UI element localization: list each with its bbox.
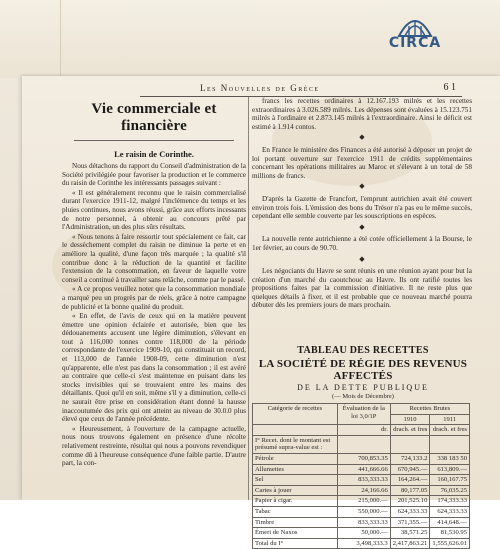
row-label: Sel [253,475,338,486]
row-year-1: 201,525.10 [390,496,430,507]
table-row [253,496,470,507]
table-row [253,464,470,475]
fold-line [60,0,61,78]
row-eval: 50,000.— [337,528,390,539]
table-row [253,506,470,517]
row-eval: 24,166.66 [337,485,390,496]
row-year-1: 371,355.— [390,517,430,528]
separator: ◆ [359,133,365,142]
row-label: I° Recet. dont le montant est présumé supra-value est : [253,435,338,453]
logo-text: CIRCA [388,35,442,51]
paragraph: Nous détachons du rapport du Conseil d'administration de la Société privilégiée pour favoriser la production et le commerce du raisin de Corinthe les intéressants passages suivant : [62,162,246,188]
table-row [253,475,470,486]
receipts-table-block [252,345,474,547]
article-subhead: Le raisin de Corinthe. [114,149,194,159]
separator: ◆ [359,182,365,191]
row-label: Total du I° [253,538,338,549]
row-year-1: 724,133.2 [390,453,430,464]
paragraph: « Heureusement, à l'ouverture de la campagne actuelle, nous nous trouvons également en présence d'une récolte relativement restreinte, résultat qui nous a pouvons revendiquer comme dû à l'heureuse conséquence d'une faible partie. D'autre part, la con- [62,424,246,468]
table-row [253,538,470,549]
row-year-1: 164,264.— [390,475,430,486]
article-body [62,162,246,468]
unit-cell: dr. [337,425,390,436]
running-header-title: Les Nouvelles de Grèce [200,83,320,93]
row-year-2: 613,809.— [430,464,470,475]
row-eval: 215,000.— [337,496,390,507]
row-label: Émeri de Naxos [253,528,338,539]
section-rule [74,140,234,141]
header-year-1: 1910 [390,414,430,425]
row-year-1: 38,571.25 [390,528,430,539]
row-eval: 441,666.66 [337,464,390,475]
row-year-2: 1,555,626.01 [430,538,470,549]
row-year-2: 76,035.25 [430,485,470,496]
table-row [253,528,470,539]
header-category: Catégorie de recettes [253,404,338,425]
row-year-2: 414,648.— [430,517,470,528]
circa-logo [384,12,446,54]
row-label: Pétrole [253,453,338,464]
unit-cell: drach. et fres [390,425,430,436]
paragraph: « Nous tenons à faire ressortir tout spécialement ce fait, car le dessèchement complet du raisin ne diminue la perte et en améliore la qualité, d'une façon très marquée ; la qualité s'il contribue donc à la réduction de la quantité et facilite l'extension de la consommation, en faveur de laquelle votre conseil a continué à travailler sans relâche, comme par le passé. [62,232,246,284]
row-eval [337,435,390,453]
paragraph: En France le ministère des Finances a été autorisé à déposer un projet de loi portant ouverture sur l'exercice 1911 de crédits supplémentaires concernant les opérations militaires au Maroc et s'élevant à un total de 58 millions de francs. [252,145,472,180]
paragraph: francs les recettes ordinaires à 12.167.193 milrés et les recettes extraordinaires à 3.026.589 milrés. Les dépenses sont évaluées à 15.123.751 milrés à l'ordinaire et 2.873.145 milrés à l'extraordinaire. Ainsi le déficit est estimé à 1.914 contos. [252,97,472,131]
header-evaluation: Évaluation de la loi 3,0/1P [337,404,390,425]
row-year-2: 81,530.95 [430,528,470,539]
row-eval: 700,853.35 [337,453,390,464]
table-unit-row [253,425,470,436]
row-year-2: 174,333.33 [430,496,470,507]
paragraph: « Il est généralement reconnu que le raisin commercialisé durant l'exercice 1911-12, malgré l'inclémence du temps et les pluies continues, nous avons réussi, grâce aux efforts incessants de notre personnel, à obtenir au concours prêté par l'Administration, un des plus sûrs résultats. [62,188,246,232]
header-year-2: 1911 [430,414,470,425]
row-label: Tabac [253,506,338,517]
unit-cell: drach. et fres [430,425,470,436]
table-header-row [253,404,470,415]
row-year-1: 2,417,863.21 [390,538,430,549]
unit-cell [253,425,338,436]
table-row [253,435,470,453]
table-title: TABLEAU DES RECETTES [297,345,429,356]
table-row [253,485,470,496]
row-eval: 3,498,333.3 [337,538,390,549]
row-year-2 [430,435,470,453]
paragraph: « En effet, de l'avis de ceux qui en la matière peuvent émettre une opinion éclairée et autorisée, bien que les dédouanements accusent une légère diminution, s'élevant en tout à 116,000 tonnes contre 118,000 de la période correspondante de l'exercice 1909-10, qui constituait un record, et 113,000 de l'année 1908-09, cette diminution n'est qu'apparente, elle n'est pas dans la consommation ; il est avéré au contraire que celle-ci s'est maintenue en puisant dans les stocks invisibles qui se trouvaient entre les mains des détaillants. Quoi qu'il en soit, même s'il y a diminution, celle-ci ne saurait être prise en considération étant donné la hausse inaccoutumée des prix qui ont atteint au niveau de 30.0.0 plus élevé que ceux de l'année précédente. [62,312,246,424]
row-label: Papier à cigar. [253,496,338,507]
row-year-1 [390,435,430,453]
table-row [253,517,470,528]
row-eval: 550,000.— [337,506,390,517]
row-year-2: 160,167.75 [430,475,470,486]
row-label: Timbre [253,517,338,528]
row-eval: 833,333.33 [337,517,390,528]
header-gross: Recettes Brutes [390,404,469,415]
paragraph: La nouvelle rente autrichienne a été cotée officiellement à la Bourse, le 1er février, au cours de 90.70. [252,235,472,252]
row-year-1: 670,945.— [390,464,430,475]
separator: ◆ [359,254,365,263]
separator: ◆ [359,222,365,231]
receipts-table [252,403,470,549]
table-row [253,453,470,464]
table-subtitle-2: DE LA DETTE PUBLIQUE [297,383,429,392]
running-header [140,83,470,97]
row-year-1: 80,177.05 [390,485,430,496]
column-divider [248,97,249,500]
paragraph: D'après la Gazette de Francfort, l'emprunt autrichien avait été couvert environ trois fois. L'émission des bons du Trésor n'a pas eu le même succès, cependant elle semble couverte par les souscriptions en espèces. [252,194,472,221]
section-title: Vie commerciale et financière [91,101,217,134]
news-briefs [252,97,472,310]
row-eval: 833,333.33 [337,475,390,486]
row-year-1: 624,333.33 [390,506,430,517]
row-year-2: 338 183 50 [430,453,470,464]
paragraph: « A ce propos veuillez noter que la consommation mondiale a marqué peu un progrès par de réels, grâce à notre campagne de publicité et la bonne qualité du produit. [62,285,246,311]
row-label: Cartes à jouer [253,485,338,496]
left-column [62,97,246,500]
paragraph: Les négociants du Havre se sont réunis en une réunion ayant pour but la création d'un marché du caoutchouc au Havre. Ils ont ratifié toutes les propositions faites par la commission d'initiative. Il ne reste plus que quelques détails à fixer, et il est probable que ce nouveau marché pourra débuter dès les premiers jours de mars prochain. [252,267,472,310]
page-number: 6 1 [443,82,456,93]
table-subtitle: LA SOCIÉTÉ DE RÉGIE DES REVENUS AFFECTÉS [258,358,468,382]
table-note: (— Mois de Décembre) [332,393,394,400]
row-label: Allumettes [253,464,338,475]
row-year-2: 624,333.33 [430,506,470,517]
